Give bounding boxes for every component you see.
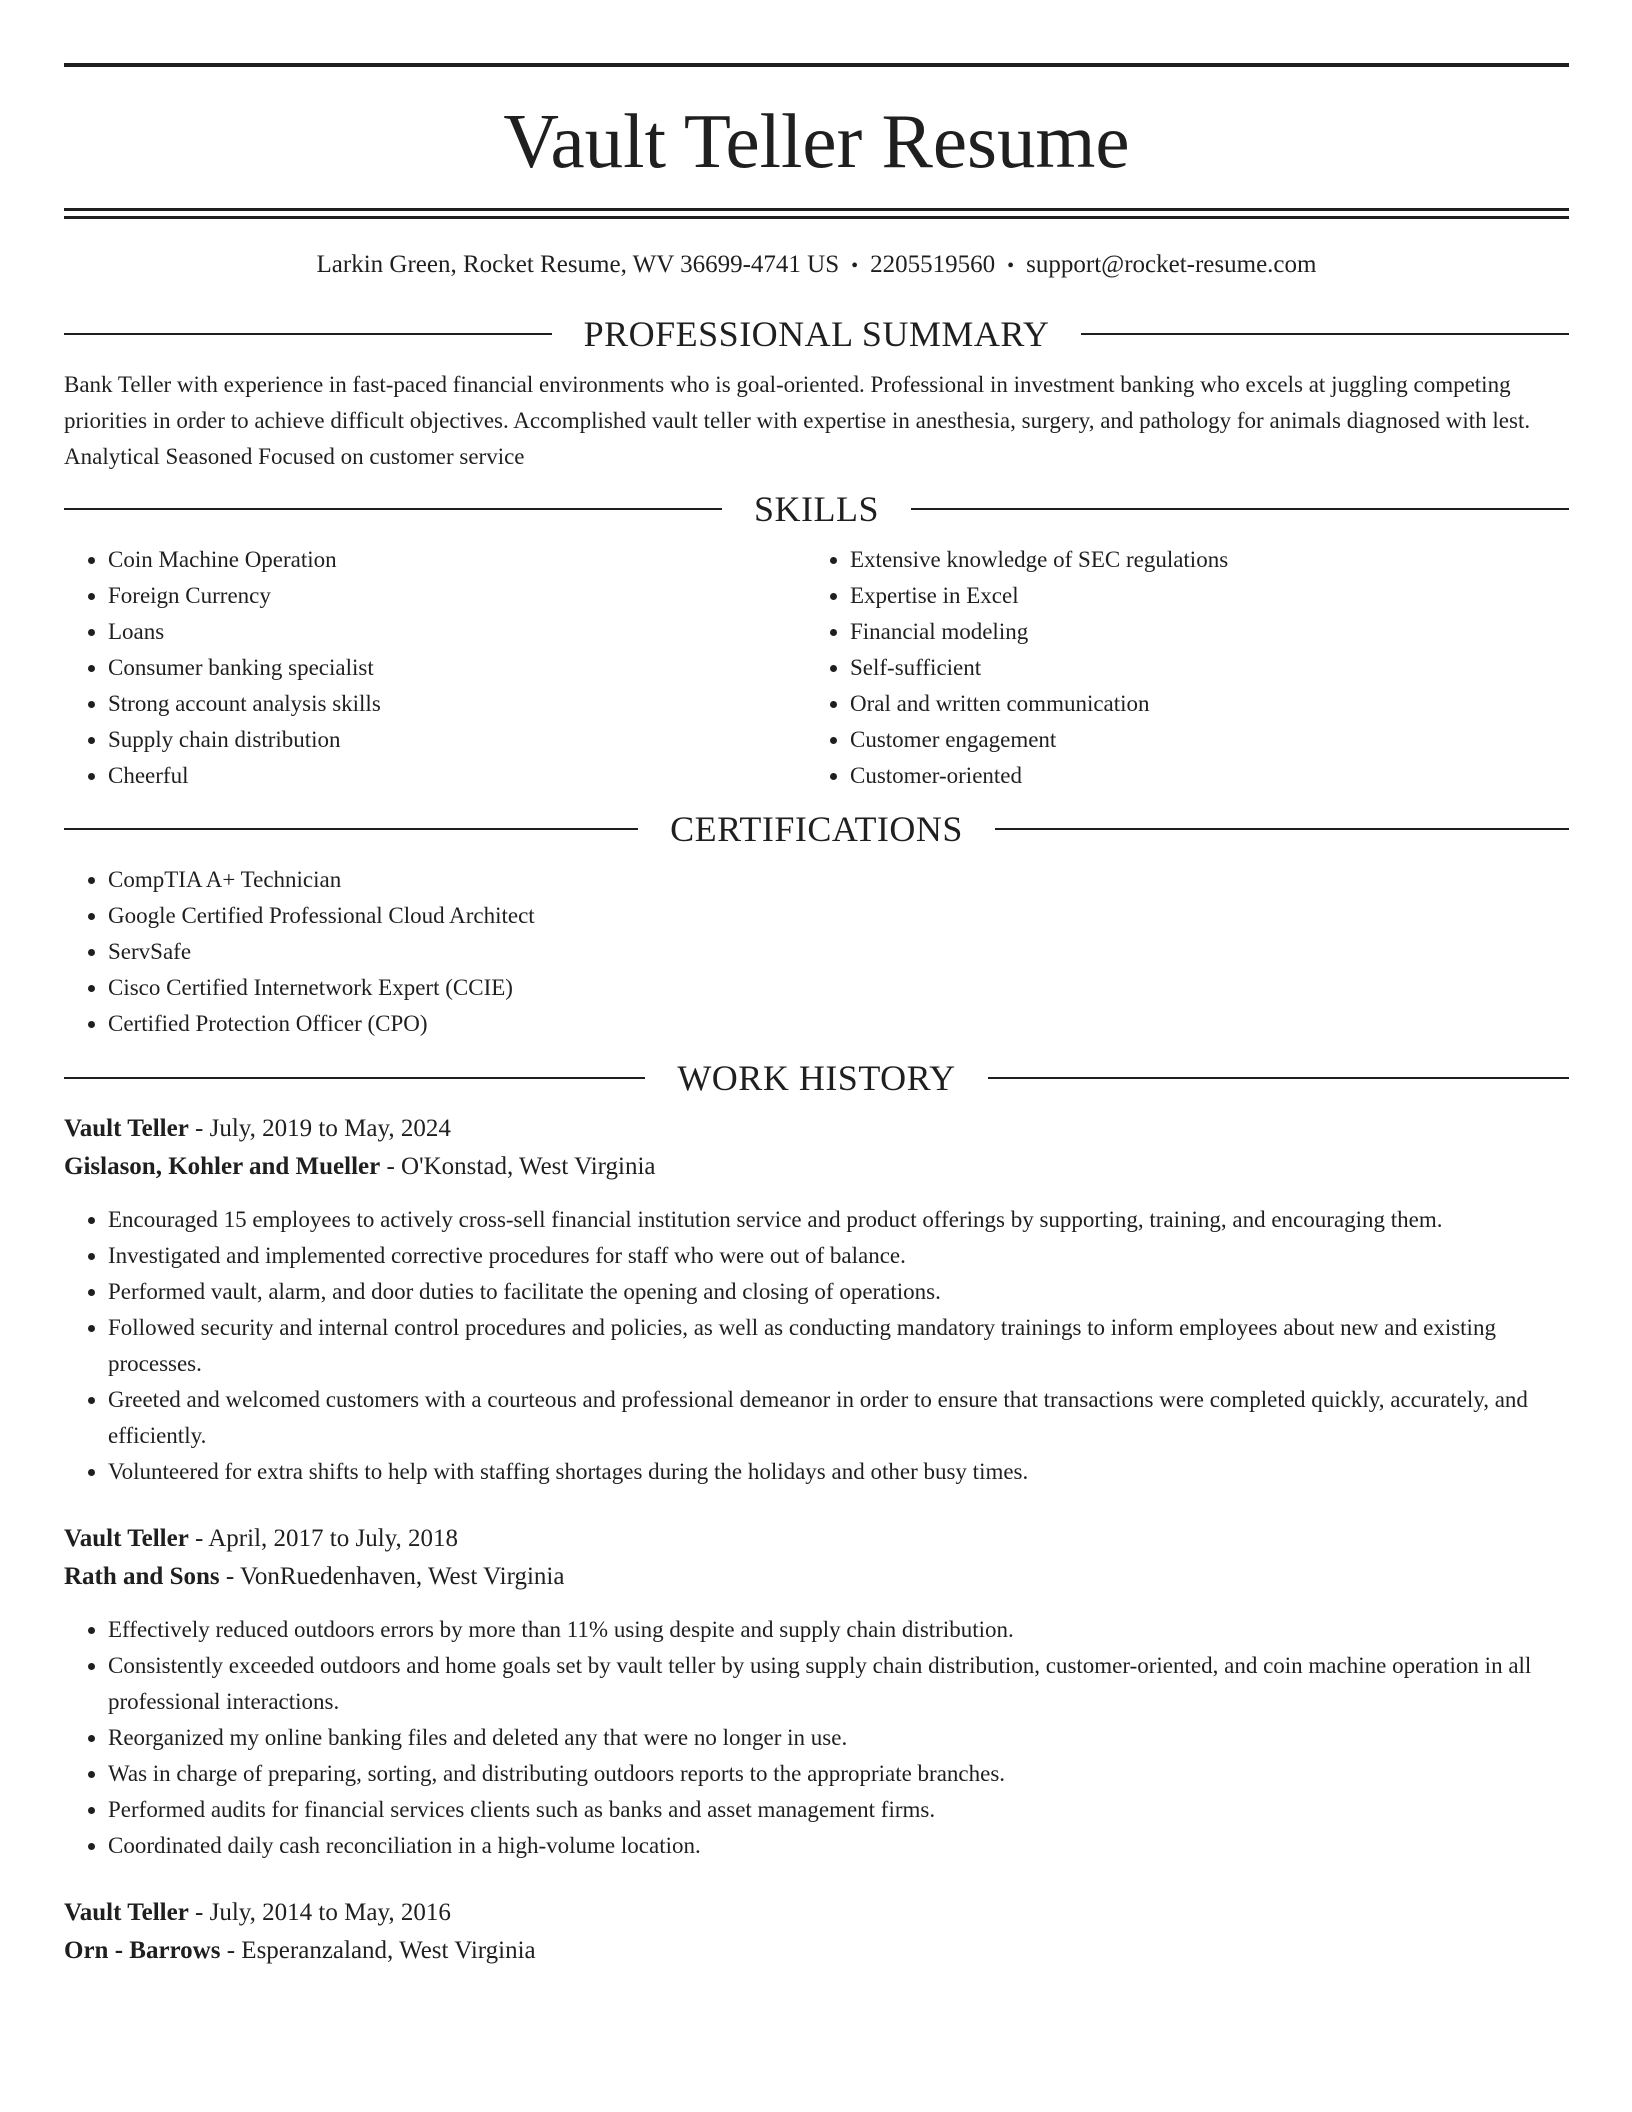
- skill-item: • Loans: [108, 614, 806, 650]
- job-bullet: • Performed audits for financial services clients such as banks and asset management firms.: [108, 1792, 1569, 1828]
- job-entry: [64, 1520, 1569, 1864]
- top-rule: [64, 63, 1569, 67]
- section-heading-label: PROFESSIONAL SUMMARY: [583, 314, 1050, 354]
- heading-rule: [64, 1077, 645, 1079]
- contact-phone: 2205519560: [870, 251, 996, 278]
- section-heading-work-history: [64, 1058, 1569, 1098]
- skill-item: • Consumer banking specialist: [108, 650, 806, 686]
- skills-grid: [64, 542, 1569, 794]
- job-bullet: • Effectively reduced outdoors errors by more than 11% using despite and supply chain distribution.: [108, 1612, 1569, 1648]
- section-heading-skills: [64, 489, 1569, 529]
- job-title: Vault Teller: [64, 1525, 189, 1552]
- job-bullet: • Coordinated daily cash reconciliation in a high-volume location.: [108, 1828, 1569, 1864]
- page-title: Vault Teller Resume: [503, 98, 1130, 184]
- section-heading-label: WORK HISTORY: [677, 1058, 956, 1098]
- contact-email: support@rocket-resume.com: [1026, 251, 1317, 278]
- contact-line: [64, 250, 1569, 280]
- job-location: - O'Konstad, West Virginia: [380, 1153, 656, 1180]
- job-dates: - April, 2017 to July, 2018: [188, 1525, 459, 1552]
- skill-item: • Strong account analysis skills: [108, 686, 806, 722]
- job-bullets: [64, 1202, 1569, 1490]
- job-bullet: • Consistently exceeded outdoors and home goals set by vault teller by using supply chain distribution, customer-oriented, and coin machine operation in all professional interactions.: [108, 1648, 1569, 1720]
- resume-page: [64, 0, 1569, 1970]
- heading-rule: [988, 1077, 1569, 1079]
- certification-item: • Google Certified Professional Cloud Architect: [108, 898, 1569, 934]
- job-dates: - July, 2014 to May, 2016: [188, 1899, 451, 1926]
- job-company: Orn - Barrows: [64, 1937, 221, 1964]
- job-title: Vault Teller: [64, 1115, 189, 1142]
- skill-item: • Expertise in Excel: [850, 578, 1548, 614]
- heading-rule: [64, 333, 552, 335]
- skills-column-right: [806, 542, 1548, 794]
- skills-list-right: [806, 542, 1548, 794]
- job-bullet: • Performed vault, alarm, and door duties to facilitate the opening and closing of operations.: [108, 1274, 1569, 1310]
- job-company-line: [64, 1932, 1569, 1970]
- job-bullet: • Reorganized my online banking files and deleted any that were no longer in use.: [108, 1720, 1569, 1756]
- job-title-line: [64, 1520, 1569, 1558]
- job-bullet: • Encouraged 15 employees to actively cross-sell financial institution service and product offerings by supporting, training, and encouraging them.: [108, 1202, 1569, 1238]
- job-company-line: [64, 1148, 1569, 1186]
- job-location: - Esperanzaland, West Virginia: [220, 1937, 536, 1964]
- skill-item: • Foreign Currency: [108, 578, 806, 614]
- job-dates: - July, 2019 to May, 2024: [188, 1115, 451, 1142]
- skill-item: • Customer-oriented: [850, 758, 1548, 794]
- skill-item: • Oral and written communication: [850, 686, 1548, 722]
- contact-separator: •: [851, 255, 859, 277]
- skills-list-left: [64, 542, 806, 794]
- job-title-line: [64, 1894, 1569, 1932]
- heading-rule: [64, 508, 722, 510]
- title-double-rule: [64, 208, 1569, 219]
- section-heading-summary: [64, 314, 1569, 354]
- skill-item: • Coin Machine Operation: [108, 542, 806, 578]
- skill-item: • Supply chain distribution: [108, 722, 806, 758]
- section-heading-label: SKILLS: [754, 489, 880, 529]
- section-heading-label: CERTIFICATIONS: [670, 809, 963, 849]
- contact-separator: •: [1007, 255, 1015, 277]
- summary-text: Bank Teller with experience in fast-paced financial environments who is goal-oriented. Professional in investment banking who excels at juggling competing priorities in order to achieve difficult objectives. Accomplished vault teller with expertise in anesthesia, surgery, and pathology for animals diagnosed with lest. Analytical Seasoned Focused on customer service: [64, 372, 1531, 469]
- job-title: Vault Teller: [64, 1899, 189, 1926]
- certification-item: • CompTIA A+ Technician: [108, 862, 1569, 898]
- skills-column-left: [64, 542, 806, 794]
- certifications-list: [64, 862, 1569, 1042]
- job-company-line: [64, 1558, 1569, 1596]
- job-bullet: • Volunteered for extra shifts to help with staffing shortages during the holidays and other busy times.: [108, 1454, 1569, 1490]
- skill-item: • Customer engagement: [850, 722, 1548, 758]
- skill-item: • Financial modeling: [850, 614, 1548, 650]
- job-bullets: [64, 1612, 1569, 1864]
- heading-rule: [64, 828, 638, 830]
- skill-item: • Extensive knowledge of SEC regulations: [850, 542, 1548, 578]
- heading-rule: [995, 828, 1569, 830]
- heading-rule: [1081, 333, 1569, 335]
- skill-item: • Self-sufficient: [850, 650, 1548, 686]
- job-location: - VonRuedenhaven, West Virginia: [219, 1563, 565, 1590]
- job-bullet: • Greeted and welcomed customers with a courteous and professional demeanor in order to ensure that transactions were completed quickly, accurately, and efficiently.: [108, 1382, 1569, 1454]
- job-company: Rath and Sons: [64, 1563, 220, 1590]
- section-heading-certifications: [64, 809, 1569, 849]
- job-entry: [64, 1110, 1569, 1490]
- heading-rule: [911, 508, 1569, 510]
- contact-address: Larkin Green, Rocket Resume, WV 36699-4741 US: [316, 251, 840, 278]
- certification-item: • ServSafe: [108, 934, 1569, 970]
- job-title-line: [64, 1110, 1569, 1148]
- job-entry: [64, 1894, 1569, 1970]
- certification-item: • Cisco Certified Internetwork Expert (CCIE): [108, 970, 1569, 1006]
- skill-item: • Cheerful: [108, 758, 806, 794]
- job-company: Gislason, Kohler and Mueller: [64, 1153, 381, 1180]
- job-bullet: • Investigated and implemented corrective procedures for staff who were out of balance.: [108, 1238, 1569, 1274]
- certification-item: • Certified Protection Officer (CPO): [108, 1006, 1569, 1042]
- job-bullet: • Followed security and internal control procedures and policies, as well as conducting mandatory trainings to inform employees about new and existing processes.: [108, 1310, 1569, 1382]
- job-bullet: • Was in charge of preparing, sorting, and distributing outdoors reports to the appropriate branches.: [108, 1756, 1569, 1792]
